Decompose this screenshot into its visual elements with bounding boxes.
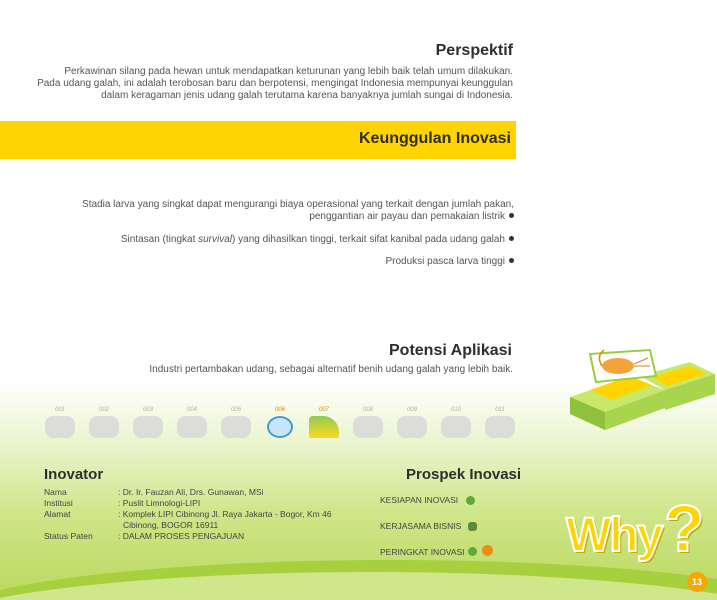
keunggulan-bullet-1: Stadia larva yang singkat dapat mengurangi biaya operasional yang terkait dengan jumlah pakan, penggantian air payau dan pemakaian listrik (82, 199, 514, 222)
prospek-title: Prospek Inovasi (406, 466, 522, 483)
keunggulan-title: Keunggulan Inovasi (358, 130, 511, 147)
gear-icon (466, 496, 475, 505)
leaf-icon (468, 547, 477, 556)
marine-icon: 009 (392, 406, 432, 442)
agriculture-icon: 003 (128, 406, 168, 442)
potensi-text: Industri pertambakan udang, sebagai alternatif benih udang galah yang lebih baik. (149, 364, 513, 375)
energy-icon: 010 (436, 406, 476, 442)
research-icon: 006 (260, 406, 300, 442)
keunggulan-bullet-3: Produksi pasca larva tinggi (385, 256, 514, 268)
technology-icon: 011 (480, 406, 520, 442)
bullet-dot (509, 236, 514, 241)
flame-icon (482, 545, 493, 556)
inovator-title: Inovator (44, 466, 104, 483)
fishery-icon: 001 (40, 406, 80, 442)
environment-icon: 007 (304, 406, 344, 442)
category-icons-row (40, 406, 520, 442)
chart-icon: 005 (216, 406, 256, 442)
money-bag-icon (468, 522, 477, 531)
shrimp-box-illustration (560, 342, 717, 437)
industry-icon: 008 (348, 406, 388, 442)
bullet-dot (509, 258, 514, 263)
prospek-peringkat: PERINGKAT INOVASI (380, 547, 465, 557)
keunggulan-bullet-2: Sintasan (tingkat survival) yang dihasilkan tinggi, terkait sifat kanibal pada udang galah (121, 234, 514, 246)
page-number: 13 (687, 572, 707, 592)
perspektif-title: Perspektif (435, 42, 513, 59)
bullet-dot (509, 213, 514, 218)
why-logo: Why ? (566, 491, 705, 565)
page: Perspektif Perkawinan silang pada hewan untuk mendapatkan keturunan yang lebih baik telah umum dilakukan. Pada udang galah, ini adalah terobosan baru dan berpotensi, mengingat Indonesia mempunyai keunggulan dalam keragaman jenis udang galah terutama karena banyaknya jumlah sungai di Indonesia. Keunggulan Inovasi Stadia larva yang singkat dapat mengurangi biaya operasional yang terkait dengan jumlah pakan, penggantian air payau dan pemakaian listrik Sintasan (tingkat survival) yang dihasilkan tinggi, terkait sifat kanibal pada udang galah Produksi pasca larva tinggi Potensi Aplikasi Industri pertambakan udang, sebagai alternatif benih udang galah yang lebih baik. 001 002 003 004 005 006 007 008 009 010 011 Inovator Nama : Dr. Ir. Fauzan Ali, Drs. Gunawan, MSi Institusi : Puslit Limnologi-LIPI Alamat : Komplek LIPI Cibinong Jl. Raya Jakarta - Bogor, Km 46 Cibinong, BOGOR 16911 Status Paten : DALAM PROSES PENGAJUAN Prospek Inovasi KESIAPAN INOVASI KERJASAMA BISNIS PERINGKAT INOVASI Why ? 13 (0, 0, 717, 600)
prospek-kerjasama: KERJASAMA BISNIS (380, 521, 461, 531)
perspektif-text: Perkawinan silang pada hewan untuk mendapatkan keturunan yang lebih baik telah umum dilakukan. Pada udang galah, ini adalah terobosan baru dan berpotensi, mengingat Indonesia mempunyai keunggulan dalam keragaman jenis udang galah terutama karena banyaknya jumlah sungai di Indonesia. (37, 66, 513, 101)
prospek-kesiapan: KESIAPAN INOVASI (380, 495, 458, 505)
livestock-icon: 002 (84, 406, 124, 442)
potensi-title: Potensi Aplikasi (389, 342, 512, 359)
health-icon: 004 (172, 406, 212, 442)
